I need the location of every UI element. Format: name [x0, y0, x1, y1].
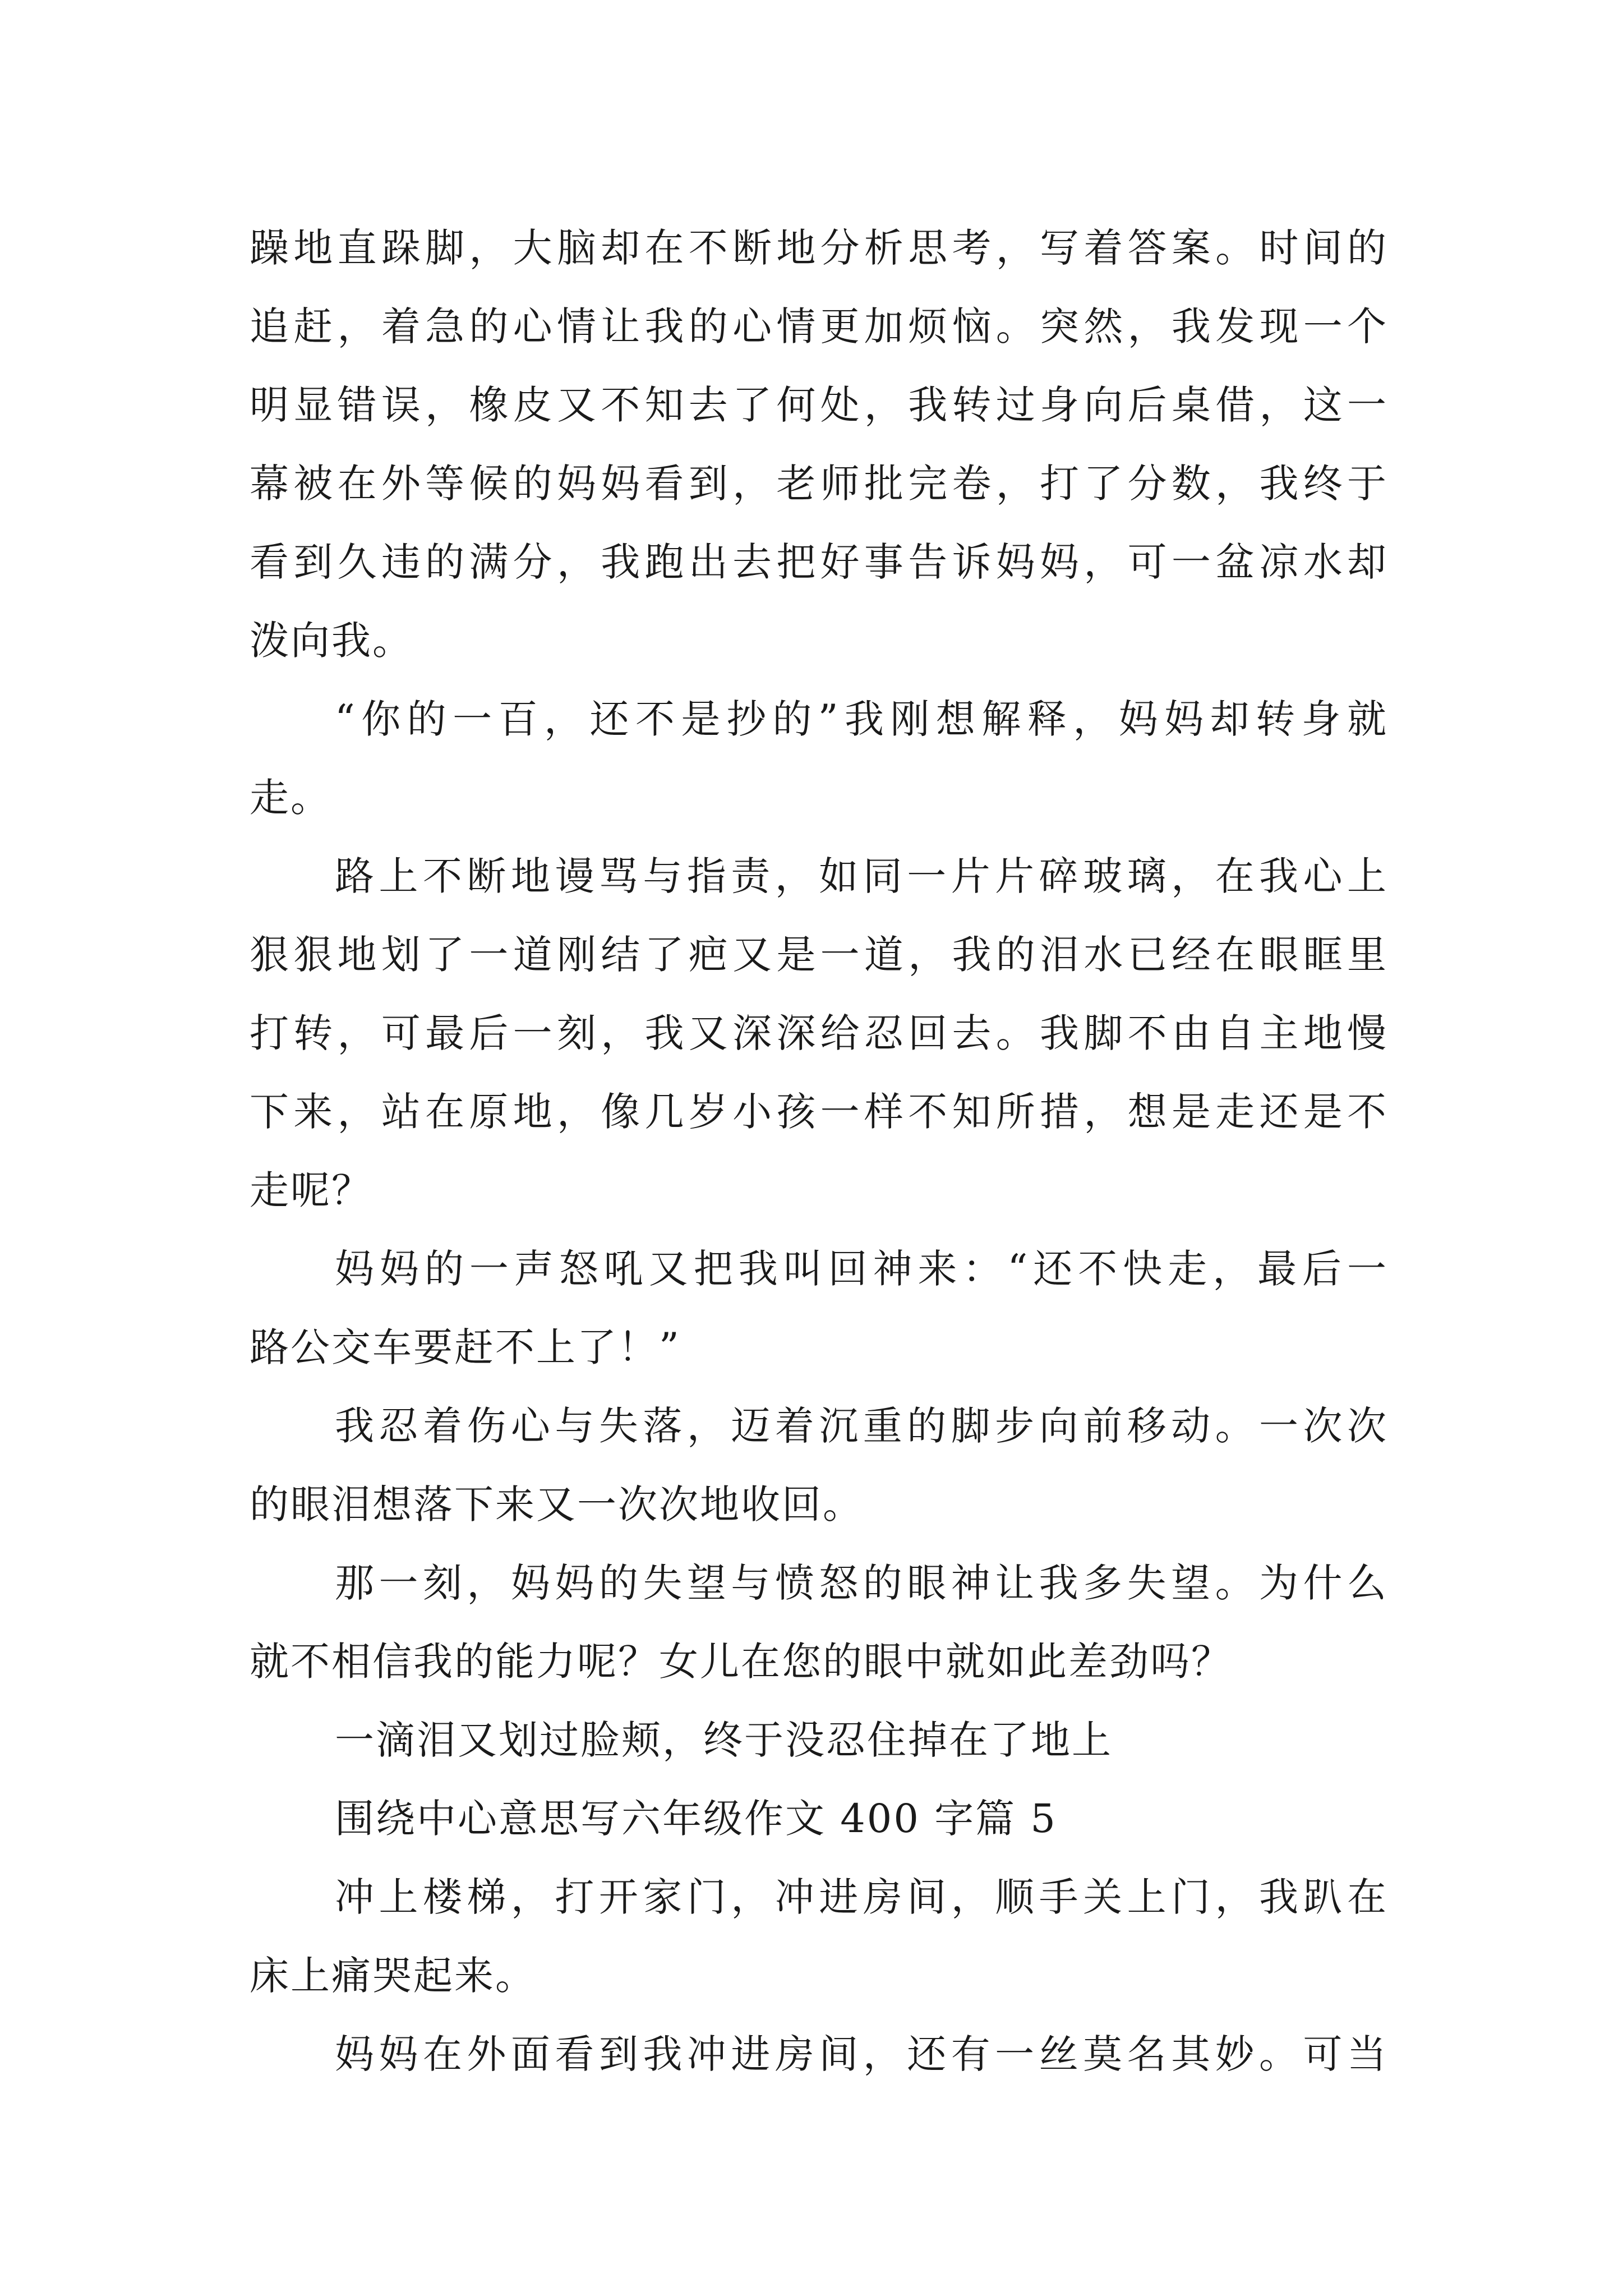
text-line: 泼向我。	[250, 618, 413, 664]
text-line: 床上痛哭起来。	[250, 1953, 536, 1999]
text-line: 明显错误，橡皮又不知去了何处，我转过身向后桌借，这一	[250, 382, 1388, 428]
text-line: 走呢？	[250, 1167, 372, 1213]
text-line: 的眼泪想落下来又一次次地收回。	[250, 1481, 864, 1527]
text-line: 妈妈在外面看到我冲进房间，还有一丝莫名其妙。可当	[335, 2031, 1388, 2077]
text-line: 就不相信我的能力呢？女儿在您的眼中就如此差劲吗？	[250, 1639, 1232, 1685]
text-line: 狠狠地划了一道刚结了疤又是一道，我的泪水已经在眼眶里	[250, 932, 1388, 978]
text-line: “你的一百，还不是抄的”我刚想解释，妈妈却转身就	[335, 696, 1388, 742]
document-body	[250, 209, 1388, 2093]
text-line: 我忍着伤心与失落，迈着沉重的脚步向前移动。一次次	[335, 1403, 1388, 1449]
text-line: 一滴泪又划过脸颊，终于没忍住掉在了地上	[335, 1717, 1113, 1763]
text-line: 躁地直跺脚，大脑却在不断地分析思考，写着答案。时间的	[250, 225, 1388, 271]
text-line: 妈妈的一声怒吼又把我叫回神来：“还不快走，最后一	[335, 1246, 1388, 1292]
text-line: 那一刻，妈妈的失望与愤怒的眼神让我多失望。为什么	[335, 1560, 1388, 1606]
text-line: 路公交车要赶不上了！”	[250, 1324, 681, 1370]
text-line: 追赶，着急的心情让我的心情更加烦恼。突然，我发现一个	[250, 303, 1388, 349]
text-line: 幕被在外等候的妈妈看到，老师批完卷，打了分数，我终于	[250, 461, 1388, 507]
text-line: 打转，可最后一刻，我又深深给忍回去。我脚不由自主地慢	[250, 1010, 1388, 1056]
section-heading: 围绕中心意思写六年级作文 400 字篇 5	[335, 1796, 1057, 1842]
text-line: 下来，站在原地，像几岁小孩一样不知所措，想是走还是不	[250, 1089, 1388, 1135]
text-line: 路上不断地谩骂与指责，如同一片片碎玻璃，在我心上	[335, 853, 1388, 899]
text-line: 看到久违的满分，我跑出去把好事告诉妈妈，可一盆凉水却	[250, 539, 1388, 585]
text-line: 冲上楼梯，打开家门，冲进房间，顺手关上门，我趴在	[335, 1874, 1388, 1920]
text-line: 走。	[250, 775, 331, 821]
